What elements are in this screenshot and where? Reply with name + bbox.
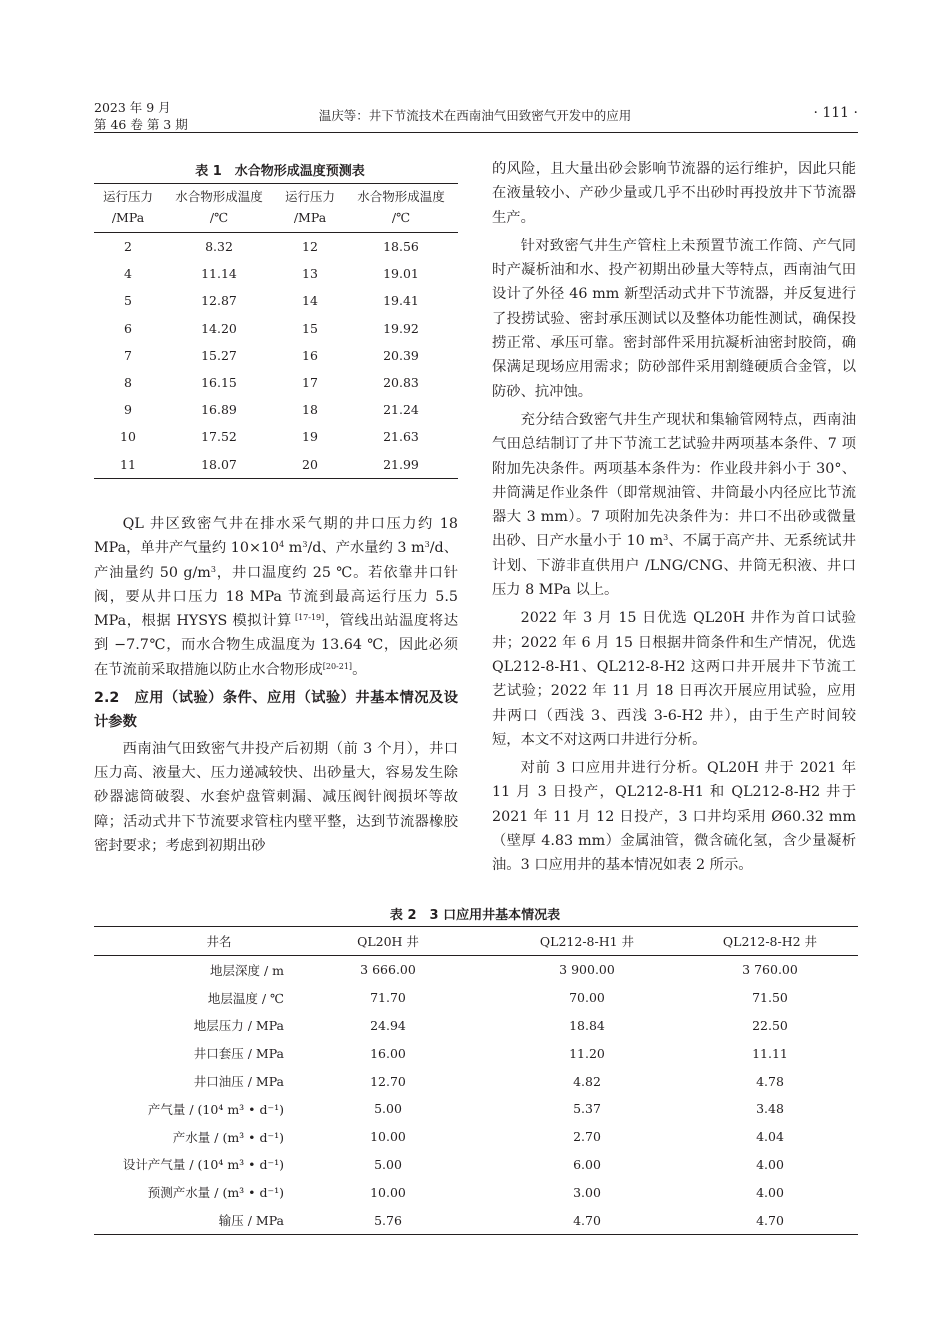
issue-volume: 第 46 卷 第 3 期 (94, 117, 188, 132)
table2-cell: 12.70 (370, 1073, 406, 1089)
table1-cell: 15.27 (201, 347, 237, 363)
table2-cell: 3 666.00 (360, 962, 416, 978)
table2-cell: 71.70 (370, 990, 406, 1006)
table1-row (94, 369, 458, 396)
table2-row-label: 预测产水量 / (m³ • d⁻¹) (147, 1185, 284, 1201)
table2-row-label: 产气量 / (10⁴ m³ • d⁻¹) (147, 1101, 284, 1117)
table2-cell: 22.50 (752, 1017, 788, 1033)
table1-cell: 17.52 (201, 429, 237, 445)
table1-cell: 6 (124, 320, 132, 336)
table1-cell: 8 (124, 375, 132, 391)
table1-caption: 表 1 水合物形成温度预测表 (195, 164, 365, 179)
table2-cell: 11.20 (569, 1045, 605, 1061)
table1-header-cell: 运行压力 /MPa (284, 189, 335, 225)
table2-cell: 4.78 (756, 1073, 784, 1089)
table1-cell: 4 (124, 266, 132, 282)
paragraph: 充分结合致密气井生产现状和集输管网特点，西南油气田总结制订了井下节流工艺试验井两项基本条件、7 项附加先决条件。两项基本条件为：作业段井斜小于 30°、井筒满足作业条件（即常规油管、井筒最小内径应比节流器大 3 mm）。7 项附加先决条件为：井口不出砂或微量出砂、日产水量小于 10 $m^3$、不属于高产井、无系统试井计划、下游非直供用户 /LNG/CNG、井筒无积液、井口压力 8 MPa 以上。 (492, 411, 857, 599)
table2-cell: 5.76 (374, 1212, 402, 1228)
table2-cell: 3.00 (573, 1184, 601, 1200)
table1-cell: 19 (302, 429, 318, 445)
table1-cell: 18.56 (383, 239, 419, 255)
table2-cell: 24.94 (370, 1017, 406, 1033)
left-column-text (94, 512, 458, 858)
table2-row (94, 1206, 858, 1234)
paragraph: 的风险，且大量出砂会影响节流器的运行维护，因此只能在液量较小、产砂少量或几乎不出砂时再投放井下节流器生产。 (492, 161, 856, 226)
table2-header-cell: QL212-8-H2 井 (722, 934, 818, 949)
paragraph: 2022 年 3 月 15 日优选 QL20H 井作为首口试验井；2022 年 6 月 15 日根据井筒条件和生产情况，优选 QL212-8-H1、QL212-8-H2 这两口井开展井下节流工艺试验；2022 年 11 月 18 日再次开展应用试验，应用井两口（西浅 3、西浅 3-6-H2 井），由于生产时间较短，本文不对这两口井进行分析。 (492, 610, 856, 748)
table1-cell: 16.89 (201, 402, 237, 418)
issue-date: 2023 年 9 月 (94, 100, 171, 115)
right-column-text (492, 157, 856, 878)
table1-row (94, 396, 458, 423)
table2-row (94, 956, 858, 984)
table1-cell: 21.99 (383, 456, 419, 472)
table2-row-label: 地层压力 / MPa (193, 1018, 284, 1034)
table2-cell: 70.00 (569, 990, 605, 1006)
table1-cell: 7 (124, 347, 132, 363)
table2-row (94, 1067, 858, 1095)
table2-row-label: 井口套压 / MPa (193, 1046, 284, 1062)
table1-header-cell: 运行压力 /MPa (102, 189, 153, 225)
table1-cell: 16 (302, 347, 318, 363)
table2-row (94, 1095, 858, 1123)
table1-cell: 10 (120, 429, 136, 445)
table2-header-row (94, 927, 858, 956)
citation: [20-21] (322, 661, 353, 671)
table2-row-label: 设计产气量 / (10⁴ m³ • d⁻¹) (122, 1157, 284, 1173)
table2-cell: 4.82 (573, 1073, 601, 1089)
table1-cell: 8.32 (205, 239, 233, 255)
table2-cell: 5.00 (374, 1101, 402, 1117)
table1-cell: 19.01 (383, 266, 419, 282)
table1-cell: 18.07 (201, 456, 237, 472)
table2-row (94, 1178, 858, 1206)
table1-cell: 19.92 (383, 320, 419, 336)
table1-cell: 2 (124, 239, 132, 255)
table2-header-cell: QL20H 井 (357, 934, 419, 949)
table2-caption: 表 2 3 口应用井基本情况表 (389, 908, 561, 923)
table1-cell: 12.87 (201, 293, 237, 309)
table2-cell: 18.84 (569, 1017, 605, 1033)
table1-cell: 11 (120, 456, 136, 472)
table2-row (94, 1123, 858, 1151)
table1-cell: 21.63 (383, 429, 419, 445)
table1-cell: 14 (302, 293, 318, 309)
page-number: · 111 · (813, 105, 858, 121)
table1-cell: 13 (302, 266, 318, 282)
paragraph: 针对致密气井生产管柱上未预置节流工作筒、产气同时产凝析油和水、投产初期出砂量大等特点，西南油气田设计了外径 46 mm 新型活动式井下节流器，并反复进行了投捞试验、密封承压测试以及整体功能性测试，确保投捞正常、承压可靠。密封部件采用抗凝析油密封胶筒，确保满足现场应用需求；防砂部件采用割缝硬质合金管，以防砂、抗冲蚀。 (492, 237, 856, 400)
section-heading: 2.2 应用（试验）条件、应用（试验）井基本情况及设计参数 (94, 690, 458, 731)
table2-cell: 3 900.00 (559, 962, 615, 978)
header-rule (94, 132, 858, 133)
table1-cell: 20 (302, 456, 318, 472)
table1-cell: 20.83 (383, 375, 419, 391)
table1-row (94, 315, 458, 342)
table1 (94, 183, 458, 479)
table1-cell: 12 (302, 239, 318, 255)
table2 (94, 926, 858, 1235)
table2-cell: 4.00 (756, 1184, 784, 1200)
table2-cell: 6.00 (573, 1156, 601, 1172)
table2-cell: 10.00 (370, 1129, 406, 1145)
paragraph: QL 井区致密气井在排水采气期的井口压力约 18 MPa，单井产气量约 $10\times 10^4$ $m^3/d$、产水量约 3 $m^3/d$、产油量约 50 $g/m^3$，井口温度约 25 ℃。若依靠井口针阀，要从井口压力 18 MPa 节流到最高运行压力 5.5 MPa，根据 HYSYS 模拟计算 [17-19]，管线出站温度将达到 −7.7℃，而水合物生成温度为 13.64 ℃，因此必须在节流前采取措施以防止水合物形成[20-21]。 (94, 516, 459, 678)
table1-cell: 16.15 (201, 375, 237, 391)
table2-row-label: 输压 / MPa (218, 1213, 284, 1229)
table2-row (94, 1012, 858, 1040)
table2-cell: 11.11 (752, 1045, 788, 1061)
table2-row-label: 井口油压 / MPa (193, 1074, 284, 1090)
table1-row (94, 423, 458, 450)
table2-row-label: 产水量 / (m³ • d⁻¹) (172, 1129, 284, 1145)
table1-cell: 9 (124, 402, 132, 418)
table1-cell: 17 (302, 375, 318, 391)
table1-cell: 19.41 (383, 293, 419, 309)
table1-row (94, 342, 458, 369)
table2-cell: 5.00 (374, 1156, 402, 1172)
table2-cell: 3 760.00 (742, 962, 798, 978)
table1-header-cell: 水合物形成温度 /℃ (175, 189, 263, 225)
table1-cell: 15 (302, 320, 318, 336)
table2-cell: 16.00 (370, 1045, 406, 1061)
table1-cell: 5 (124, 293, 132, 309)
table2-cell: 4.70 (573, 1212, 601, 1228)
table2-cell: 10.00 (370, 1184, 406, 1200)
table2-cell: 2.70 (573, 1129, 601, 1145)
table1-row (94, 451, 458, 479)
table2-row (94, 1151, 858, 1179)
table2-header-cell: QL212-8-H1 井 (539, 934, 635, 949)
table2-row (94, 984, 858, 1012)
table2-row (94, 1039, 858, 1067)
table2-cell: 4.70 (756, 1212, 784, 1228)
table1-cell: 20.39 (383, 347, 419, 363)
citation: [17-19] (291, 613, 325, 623)
table2-row-label: 地层深度 / m (209, 962, 284, 978)
table1-header-row (94, 184, 458, 233)
paragraph: 西南油气田致密气井投产后初期（前 3 个月），井口压力高、液量大、压力递减较快、出砂量大，容易发生除砂器滤筒破裂、水套炉盘管刺漏、减压阀针阀损坏等故障；活动式井下节流要求管柱内壁平整，达到节流器橡胶密封要求；考虑到初期出砂 (94, 740, 458, 854)
table2-cell: 5.37 (573, 1101, 601, 1117)
table2-cell: 4.00 (756, 1156, 784, 1172)
table1-row (94, 233, 458, 261)
table2-row-label: 地层温度 / ℃ (207, 990, 284, 1006)
running-title: 温庆等：井下节流技术在西南油气田致密气开发中的应用 (318, 108, 632, 123)
table1-header-cell: 水合物形成温度 /℃ (357, 189, 445, 225)
table2-cell: 4.04 (756, 1129, 784, 1145)
table2-header-cell: 井名 (206, 934, 232, 949)
table1-row (94, 260, 458, 287)
table2-cell: 71.50 (752, 990, 788, 1006)
table1-row (94, 287, 458, 314)
table1-cell: 21.24 (383, 402, 419, 418)
table1-cell: 18 (302, 402, 318, 418)
table1-cell: 14.20 (201, 320, 237, 336)
table2-cell: 3.48 (756, 1101, 784, 1117)
table1-cell: 11.14 (201, 266, 237, 282)
paragraph: 对前 3 口应用井进行分析。QL20H 井于 2021 年 11 月 3 日投产，QL212-8-H1 和 QL212-8-H2 井于 2021 年 11 月 12 日投产，3 口井均采用 Ø60.32 mm（壁厚 4.83 mm）金属油管，微含硫化氢，含少量凝析油。3 口应用井的基本情况如表 2 所示。 (492, 760, 856, 874)
